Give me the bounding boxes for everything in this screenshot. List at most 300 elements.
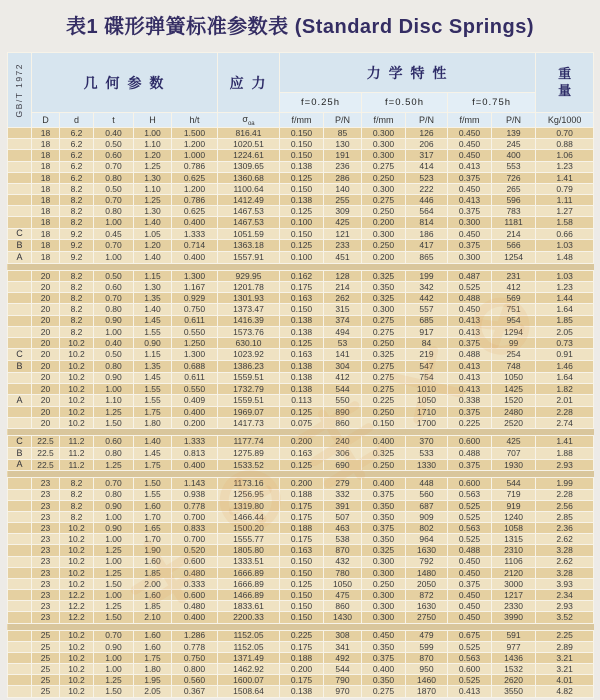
table-cell: 0.175 <box>280 534 324 545</box>
table-cell: 1.55 <box>134 326 172 337</box>
row-type-label-cell <box>8 612 32 623</box>
row-type-label-cell <box>8 383 32 394</box>
table-row <box>8 652 594 663</box>
table-cell: 1630 <box>406 545 448 556</box>
table-cell: 1330 <box>406 459 448 471</box>
table-cell: 3550 <box>492 686 536 698</box>
table-cell: 1870 <box>406 686 448 698</box>
table-header <box>8 53 594 128</box>
header-deflection-050: f=0.50h <box>362 93 448 113</box>
table-cell: 814 <box>406 217 448 228</box>
table-cell: 1.500 <box>172 128 218 139</box>
row-type-label-cell <box>8 293 32 304</box>
table-cell: 0.600 <box>172 590 218 601</box>
table-cell: 950 <box>406 664 448 675</box>
table-cell: 0.45 <box>94 228 134 240</box>
table-cell: 6.2 <box>60 139 94 150</box>
table-cell: 20 <box>32 383 60 394</box>
table-cell: 18 <box>32 228 60 240</box>
table-cell: 0.778 <box>172 500 218 511</box>
row-type-label-cell <box>8 150 32 161</box>
table-cell: 1.167 <box>172 282 218 293</box>
table-row <box>8 252 594 264</box>
table-cell: 0.70 <box>94 630 134 641</box>
table-cell: 8.2 <box>60 326 94 337</box>
table-cell: 0.350 <box>362 675 406 686</box>
col-header-ht: h/t <box>172 113 218 128</box>
table-cell: 1152.05 <box>218 641 280 652</box>
table-cell: 308 <box>324 630 362 641</box>
table-cell: 3.93 <box>536 578 594 589</box>
table-cell: 0.938 <box>172 489 218 500</box>
table-cell: 1363.18 <box>218 240 280 252</box>
table-cell: 12.2 <box>60 601 94 612</box>
table-cell: 1930 <box>492 459 536 471</box>
table-cell: 3.52 <box>536 612 594 623</box>
table-cell: 0.480 <box>172 601 218 612</box>
standard-label: GB/T 1972 <box>14 62 25 118</box>
table-cell: 1.15 <box>134 349 172 361</box>
table-cell: 265 <box>492 183 536 194</box>
table-cell: 2.93 <box>536 601 594 612</box>
table-cell: 1.27 <box>536 206 594 217</box>
table-cell: 2620 <box>492 675 536 686</box>
table-row <box>8 304 594 315</box>
row-type-label-cell <box>8 545 32 556</box>
table-cell: 2.85 <box>536 511 594 522</box>
table-cell: 1.03 <box>536 270 594 281</box>
table-cell: 0.225 <box>362 394 406 406</box>
table-cell: 20 <box>32 304 60 315</box>
table-cell: 1.20 <box>134 150 172 161</box>
table-cell: 23 <box>32 478 60 489</box>
table-cell: 0.79 <box>536 183 594 194</box>
table-cell: 1.00 <box>94 511 134 522</box>
table-cell: 0.188 <box>280 523 324 534</box>
table-row <box>8 337 594 348</box>
table-cell: 1.85 <box>134 601 172 612</box>
table-cell: 0.525 <box>448 282 492 293</box>
row-type-label-cell <box>8 641 32 652</box>
table-cell: 22.5 <box>32 447 60 459</box>
table-cell: 1100.64 <box>218 183 280 194</box>
table-cell: 690 <box>324 459 362 471</box>
row-type-label-cell <box>8 578 32 589</box>
table-cell: 245 <box>492 139 536 150</box>
table-cell: 0.225 <box>448 417 492 428</box>
table-cell: 1430 <box>324 612 362 623</box>
row-type-label-cell <box>8 161 32 172</box>
table-cell: 1.46 <box>536 360 594 372</box>
table-cell: 0.075 <box>280 417 324 428</box>
table-cell: 0.700 <box>172 511 218 522</box>
table-cell: 2050 <box>406 578 448 589</box>
table-cell: 2120 <box>492 567 536 578</box>
table-cell: 20 <box>32 417 60 428</box>
table-cell: 0.525 <box>448 675 492 686</box>
table-cell: 909 <box>406 511 448 522</box>
table-cell: 479 <box>406 630 448 641</box>
table-cell: 1666.89 <box>218 567 280 578</box>
table-cell: 1533.52 <box>218 459 280 471</box>
table-cell: 523 <box>406 172 448 183</box>
table-cell: 2.28 <box>536 406 594 417</box>
table-cell: 0.125 <box>280 206 324 217</box>
table-cell: 370 <box>406 436 448 448</box>
table-cell: 0.375 <box>448 578 492 589</box>
table-cell: 919 <box>492 500 536 511</box>
table-cell: 630.10 <box>218 337 280 348</box>
row-type-label-cell: A <box>8 394 32 406</box>
table-cell: 84 <box>406 337 448 348</box>
table-cell: 0.80 <box>94 447 134 459</box>
table-cell: 1425 <box>492 383 536 394</box>
table-cell: 870 <box>324 545 362 556</box>
table-cell: 20 <box>32 406 60 417</box>
row-type-label-cell <box>8 489 32 500</box>
table-cell: 306 <box>324 447 362 459</box>
table-cell: 23 <box>32 556 60 567</box>
table-cell: 1.35 <box>134 293 172 304</box>
table-cell: 0.325 <box>362 545 406 556</box>
table-cell: 4.01 <box>536 675 594 686</box>
table-cell: 977 <box>492 641 536 652</box>
table-cell: 1.35 <box>134 360 172 372</box>
table-cell: 10.2 <box>60 664 94 675</box>
table-row <box>8 206 594 217</box>
table-cell: 309 <box>324 206 362 217</box>
table-cell: 1.85 <box>134 567 172 578</box>
table-cell: 790 <box>324 675 362 686</box>
table-cell: 23 <box>32 612 60 623</box>
table-cell: 23 <box>32 489 60 500</box>
table-cell: 1217 <box>492 590 536 601</box>
table-cell: 492 <box>324 652 362 663</box>
table-cell: 1.41 <box>536 172 594 183</box>
table-cell: 802 <box>406 523 448 534</box>
table-cell: 0.300 <box>362 304 406 315</box>
table-cell: 1466.89 <box>218 590 280 601</box>
table-row <box>8 383 594 394</box>
table-cell: 1500.20 <box>218 523 280 534</box>
table-cell: 0.563 <box>448 652 492 663</box>
table-cell: 0.550 <box>172 383 218 394</box>
table-cell: 1.95 <box>134 675 172 686</box>
row-type-label-cell <box>8 195 32 206</box>
table-cell: 0.90 <box>94 372 134 383</box>
table-cell: 0.525 <box>448 500 492 511</box>
table-cell: 1.70 <box>134 534 172 545</box>
table-row <box>8 195 594 206</box>
table-cell: 3990 <box>492 612 536 623</box>
table-cell: 538 <box>324 534 362 545</box>
table-cell: 754 <box>406 372 448 383</box>
table-cell: 0.125 <box>280 406 324 417</box>
row-type-label-cell <box>8 478 32 489</box>
table-cell: 0.70 <box>94 293 134 304</box>
table-cell: 1969.07 <box>218 406 280 417</box>
table-cell: 0.413 <box>448 383 492 394</box>
table-cell: 0.150 <box>362 417 406 428</box>
table-cell: 1.25 <box>94 675 134 686</box>
table-cell: 1630 <box>406 601 448 612</box>
row-type-label-cell <box>8 556 32 567</box>
row-type-label-cell <box>8 172 32 183</box>
row-type-label-cell <box>8 590 32 601</box>
table-cell: 0.375 <box>362 523 406 534</box>
table-cell: 0.150 <box>280 567 324 578</box>
table-cell: 707 <box>492 447 536 459</box>
table-cell: 1.250 <box>172 337 218 348</box>
table-cell: 0.150 <box>280 139 324 150</box>
row-type-label-cell <box>8 664 32 675</box>
table-cell: 10.2 <box>60 652 94 663</box>
table-cell: 0.450 <box>448 567 492 578</box>
table-cell: 121 <box>324 228 362 240</box>
row-type-label-cell: B <box>8 447 32 459</box>
table-cell: 1050 <box>406 394 448 406</box>
table-cell: 1371.49 <box>218 652 280 663</box>
group-separator <box>8 263 594 270</box>
table-cell: 475 <box>324 590 362 601</box>
table-cell: 1412.49 <box>218 195 280 206</box>
row-type-label-cell <box>8 601 32 612</box>
table-cell: 255 <box>324 195 362 206</box>
table-cell: 0.175 <box>280 675 324 686</box>
table-cell: 1.23 <box>536 282 594 293</box>
table-cell: 1050 <box>324 578 362 589</box>
table-cell: 0.450 <box>448 150 492 161</box>
standard-label-cell <box>8 53 32 128</box>
table-cell: 8.2 <box>60 500 94 511</box>
table-cell: 10.2 <box>60 349 94 361</box>
table-cell: 0.450 <box>448 556 492 567</box>
header-stress: 应 力 <box>218 53 280 113</box>
table-cell: 6.2 <box>60 150 94 161</box>
table-cell: 533 <box>406 447 448 459</box>
table-cell: 3.21 <box>536 652 594 663</box>
table-cell: 0.333 <box>172 578 218 589</box>
table-cell: 0.200 <box>280 664 324 675</box>
table-cell: 1023.92 <box>218 349 280 361</box>
table-cell: 342 <box>406 282 448 293</box>
table-row <box>8 534 594 545</box>
table-cell: 2.62 <box>536 556 594 567</box>
table-cell: 0.488 <box>448 447 492 459</box>
table-row <box>8 183 594 194</box>
table-cell: 0.375 <box>448 206 492 217</box>
header-mechanical: 力 学 特 性 <box>280 53 536 93</box>
table-cell: 0.150 <box>280 150 324 161</box>
table-cell: 0.40 <box>94 337 134 348</box>
table-cell: 557 <box>406 304 448 315</box>
table-cell: 0.800 <box>172 664 218 675</box>
row-type-label-cell <box>8 652 32 663</box>
table-cell: 254 <box>492 349 536 361</box>
table-cell: 0.125 <box>280 240 324 252</box>
table-cell: 20 <box>32 326 60 337</box>
table-cell: 1.25 <box>94 545 134 556</box>
table-cell: 20 <box>32 270 60 281</box>
table-cell: 53 <box>324 337 362 348</box>
table-cell: 0.300 <box>362 556 406 567</box>
table-cell: 18 <box>32 206 60 217</box>
table-cell: 231 <box>492 270 536 281</box>
table-cell: 23 <box>32 567 60 578</box>
table-cell: 0.300 <box>448 252 492 264</box>
table-cell: 1224.61 <box>218 150 280 161</box>
table-cell: 0.714 <box>172 240 218 252</box>
table-cell: 1.58 <box>536 217 594 228</box>
table-cell: 3.28 <box>536 545 594 556</box>
table-cell: 23 <box>32 523 60 534</box>
table-cell: 6.2 <box>60 172 94 183</box>
table-cell: 2.00 <box>134 578 172 589</box>
table-cell: 1.45 <box>134 372 172 383</box>
table-row <box>8 282 594 293</box>
table-cell: 1.99 <box>536 478 594 489</box>
table-cell: 10.2 <box>60 360 94 372</box>
table-cell: 0.350 <box>362 534 406 545</box>
table-cell: 0.163 <box>280 293 324 304</box>
table-cell: 2330 <box>492 601 536 612</box>
table-cell: 0.150 <box>280 590 324 601</box>
table-cell: 10.2 <box>60 567 94 578</box>
table-cell: 0.60 <box>94 150 134 161</box>
table-cell: 970 <box>324 686 362 698</box>
table-cell: 0.150 <box>280 128 324 139</box>
row-type-label-cell <box>8 217 32 228</box>
table-cell: 0.250 <box>362 406 406 417</box>
table-row <box>8 478 594 489</box>
table-row <box>8 556 594 567</box>
table-wrap <box>7 52 593 698</box>
row-type-label-cell <box>8 206 32 217</box>
table-cell: 0.70 <box>94 161 134 172</box>
table-cell: 1.25 <box>94 601 134 612</box>
table-cell: 130 <box>324 139 362 150</box>
table-cell: 1181 <box>492 217 536 228</box>
table-cell: 1.10 <box>134 139 172 150</box>
table-cell: 1416.39 <box>218 315 280 326</box>
table-cell: 0.150 <box>280 228 324 240</box>
table-cell: 1555.77 <box>218 534 280 545</box>
table-cell: 20 <box>32 394 60 406</box>
table-cell: 0.300 <box>362 139 406 150</box>
row-type-label-cell <box>8 337 32 348</box>
table-cell: 8.2 <box>60 282 94 293</box>
table-row <box>8 641 594 652</box>
table-cell: 1462.92 <box>218 664 280 675</box>
col-header-f050: f/mm <box>362 113 406 128</box>
table-cell: 279 <box>324 478 362 489</box>
table-cell: 1833.61 <box>218 601 280 612</box>
table-cell: 1.40 <box>134 252 172 264</box>
table-cell: 1466.44 <box>218 511 280 522</box>
table-cell: 141 <box>324 349 362 361</box>
table-cell: 1.300 <box>172 349 218 361</box>
table-cell: 0.600 <box>448 478 492 489</box>
col-header-weight: Kg/1000 <box>536 113 594 128</box>
table-cell: 1.40 <box>134 217 172 228</box>
table-cell: 1152.05 <box>218 630 280 641</box>
table-cell: 463 <box>324 523 362 534</box>
table-cell: 10.2 <box>60 337 94 348</box>
table-cell: 0.375 <box>448 240 492 252</box>
table-cell: 1467.53 <box>218 206 280 217</box>
table-cell: 0.450 <box>448 590 492 601</box>
table-row <box>8 240 594 252</box>
table-cell: 186 <box>406 228 448 240</box>
table-cell: 560 <box>406 489 448 500</box>
table-cell: 865 <box>406 252 448 264</box>
table-cell: 10.2 <box>60 641 94 652</box>
row-type-label-cell <box>8 315 32 326</box>
table-cell: 199 <box>406 270 448 281</box>
table-cell: 0.175 <box>280 500 324 511</box>
table-cell: 0.325 <box>362 447 406 459</box>
col-header-sigma: $\sigma_{oa}$ <box>218 113 280 128</box>
table-cell: 0.563 <box>448 523 492 534</box>
row-type-label-cell <box>8 128 32 139</box>
table-cell: 425 <box>492 436 536 448</box>
table-cell: 1732.79 <box>218 383 280 394</box>
table-cell: 2.56 <box>536 500 594 511</box>
table-cell: 0.550 <box>172 326 218 337</box>
table-cell: 0.325 <box>362 349 406 361</box>
table-cell: 219 <box>406 349 448 361</box>
table-cell: 412 <box>492 282 536 293</box>
table-cell: 1.50 <box>94 417 134 428</box>
table-cell: 1240 <box>492 511 536 522</box>
table-cell: 1.03 <box>536 240 594 252</box>
table-cell: 2.05 <box>536 326 594 337</box>
table-cell: 0.138 <box>280 161 324 172</box>
table-cell: 0.450 <box>448 601 492 612</box>
table-cell: 18 <box>32 161 60 172</box>
table-cell: 0.488 <box>448 293 492 304</box>
table-cell: 751 <box>492 304 536 315</box>
table-cell: 507 <box>324 511 362 522</box>
table-cell: 1.143 <box>172 478 218 489</box>
table-cell: 1436 <box>492 652 536 663</box>
table-cell: 1.60 <box>134 500 172 511</box>
table-cell: 2.28 <box>536 489 594 500</box>
table-row <box>8 326 594 337</box>
table-cell: 1373.47 <box>218 304 280 315</box>
table-cell: 0.375 <box>362 652 406 663</box>
table-cell: 1.25 <box>94 406 134 417</box>
table-cell: 0.138 <box>280 360 324 372</box>
table-cell: 1.50 <box>94 686 134 698</box>
table-cell: 780 <box>324 567 362 578</box>
table-cell: 0.375 <box>362 489 406 500</box>
table-cell: 816.41 <box>218 128 280 139</box>
table-cell: 139 <box>492 128 536 139</box>
table-cell: 10.2 <box>60 523 94 534</box>
table-cell: 1315 <box>492 534 536 545</box>
table-cell: 0.275 <box>362 686 406 698</box>
table-cell: 0.150 <box>280 556 324 567</box>
table-cell: 1467.53 <box>218 217 280 228</box>
table-cell: 0.175 <box>280 641 324 652</box>
table-cell: 12.2 <box>60 612 94 623</box>
table-cell: 0.175 <box>280 282 324 293</box>
table-cell: 0.80 <box>94 360 134 372</box>
table-cell: 1.000 <box>172 150 218 161</box>
table-row <box>8 523 594 534</box>
table-cell: 99 <box>492 337 536 348</box>
